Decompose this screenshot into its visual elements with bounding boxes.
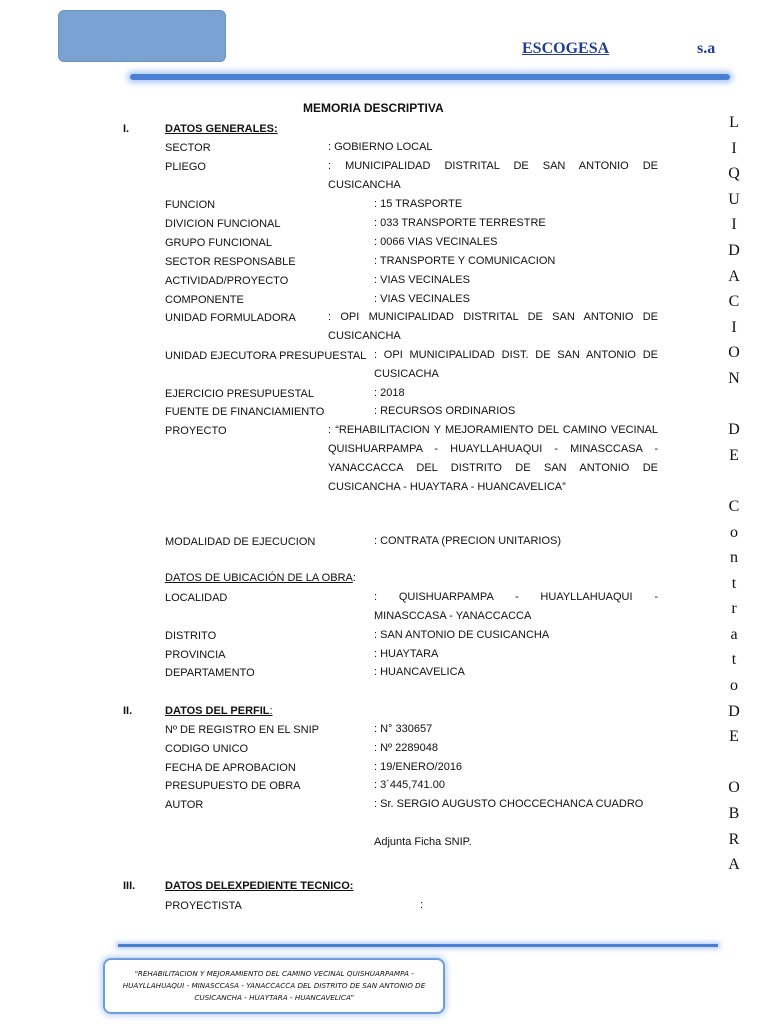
section-number: III. bbox=[123, 880, 136, 892]
field-label: UNIDAD EJECUTORA PRESUPUESTAL bbox=[165, 350, 367, 362]
vertical-title-letter: C bbox=[728, 497, 740, 515]
footer-line: “REHABILITACION Y MEJORAMIENTO DEL CAMINO VECINAL QUISHUARPAMPA - bbox=[134, 969, 414, 978]
section-title bbox=[165, 880, 353, 892]
field-label: GRUPO FUNCIONAL bbox=[165, 237, 272, 249]
vertical-title-letter: C bbox=[728, 293, 740, 311]
footer-line: CUSICANCHA - HUAYTARA - HUANCAVELICA” bbox=[194, 993, 354, 1002]
field-value: : 0066 VIAS VECINALES bbox=[374, 236, 498, 248]
field-label: PROVINCIA bbox=[165, 649, 226, 661]
field-label: PRESUPUESTO DE OBRA bbox=[165, 780, 301, 792]
vertical-title-letter: E bbox=[729, 728, 739, 746]
vertical-title-letter: a bbox=[730, 625, 738, 643]
vertical-title-letter: O bbox=[728, 344, 740, 362]
field-value: : 15 TRASPORTE bbox=[374, 198, 463, 210]
vertical-title-letter: O bbox=[728, 779, 740, 797]
field-label: LOCALIDAD bbox=[165, 592, 228, 604]
field-value: : Sr. SERGIO AUGUSTO CHOCCECHANCA CUADRO bbox=[374, 798, 644, 810]
field-value: : VIAS VECINALES bbox=[374, 274, 470, 286]
section-title-colon: : bbox=[349, 880, 354, 892]
vertical-title-letter: t bbox=[731, 651, 737, 669]
field-value: : SAN ANTONIO DE CUSICANCHA bbox=[374, 629, 550, 641]
vertical-title-letter: D bbox=[728, 702, 740, 720]
vertical-title-letter: D bbox=[728, 241, 740, 259]
field-value: : MUNICIPALIDAD DISTRITAL DE SAN ANTONIO DE CUSICANCHA bbox=[328, 160, 658, 191]
vertical-title-letter: n bbox=[730, 549, 738, 567]
section-title bbox=[165, 123, 278, 135]
vertical-title-letter: t bbox=[731, 574, 737, 592]
field-label: PROYECTO bbox=[165, 425, 227, 437]
vertical-title-letter: r bbox=[731, 600, 737, 618]
field-label: FUENTE DE FINANCIAMIENTO bbox=[165, 406, 325, 418]
vertical-title-letter: I bbox=[731, 216, 737, 234]
vertical-title-letter: I bbox=[731, 139, 737, 157]
field-label: DEPARTAMENTO bbox=[165, 667, 255, 679]
subsection-title-text: DATOS DE UBICACIÓN DE LA OBRA bbox=[165, 572, 353, 584]
field-label: MODALIDAD DE EJECUCION bbox=[165, 536, 316, 548]
vertical-title-letter: N bbox=[728, 369, 740, 387]
field-value: : HUAYTARA bbox=[374, 648, 439, 660]
vertical-title-letter: E bbox=[729, 446, 739, 464]
section-title-text: DATOS DEL PERFIL bbox=[165, 705, 270, 717]
field-value: : VIAS VECINALES bbox=[374, 293, 470, 305]
field-label: PLIEGO bbox=[165, 161, 206, 173]
subsection-title bbox=[165, 572, 356, 584]
vertical-title-letter: D bbox=[728, 421, 740, 439]
field-label: AUTOR bbox=[165, 799, 204, 811]
footer-project-box bbox=[103, 958, 445, 1014]
field-value: : OPI MUNICIPALIDAD DIST. DE SAN ANTONIO DE CUSICACHA bbox=[374, 349, 658, 380]
field-value: : QUISHUARPAMPA - HUAYLLAHUAQUI - MINASCCASA - YANACCACCA bbox=[374, 591, 658, 622]
field-label: EJERCICIO PRESUPUESTAL bbox=[165, 388, 314, 400]
vertical-title-letter: o bbox=[730, 523, 738, 541]
field-value: : bbox=[420, 899, 424, 911]
footer-rule bbox=[118, 944, 718, 947]
field-value: : Nº 2289048 bbox=[374, 742, 438, 754]
section-number: I. bbox=[123, 123, 130, 135]
field-value: : TRANSPORTE Y COMUNICACION bbox=[374, 255, 556, 267]
vertical-title-letter: B bbox=[728, 805, 740, 823]
field-value: : RECURSOS ORDINARIOS bbox=[374, 405, 516, 417]
vertical-title-letter: o bbox=[730, 677, 738, 695]
field-value: : 19/ENERO/2016 bbox=[374, 761, 463, 773]
field-value: : HUANCAVELICA bbox=[374, 666, 465, 678]
company-suffix: s.a bbox=[697, 40, 716, 57]
field-value: : 033 TRANSPORTE TERRESTRE bbox=[374, 217, 546, 229]
field-label: SECTOR RESPONSABLE bbox=[165, 256, 296, 268]
field-label: ACTIVIDAD/PROYECTO bbox=[165, 275, 289, 287]
company-name: ESCOGESA bbox=[522, 40, 610, 57]
vertical-title-letter: A bbox=[728, 267, 740, 285]
subsection-title-colon: : bbox=[352, 572, 356, 584]
field-label: UNIDAD FORMULADORA bbox=[165, 312, 296, 324]
field-note: Adjunta Ficha SNIP. bbox=[374, 836, 472, 848]
vertical-title-letter: L bbox=[729, 114, 739, 131]
field-value: : 2018 bbox=[374, 387, 405, 399]
section-title-text: DATOS DELEXPEDIENTE TECNICO bbox=[165, 880, 350, 892]
field-label: CODIGO UNICO bbox=[165, 743, 249, 755]
section-title bbox=[165, 705, 273, 717]
vertical-title-letter: I bbox=[731, 318, 737, 336]
section-title-colon: : bbox=[269, 705, 273, 717]
field-value: : 3´445,741.00 bbox=[374, 779, 445, 791]
field-value: : N° 330657 bbox=[374, 723, 433, 735]
field-label: SECTOR bbox=[165, 142, 211, 154]
vertical-title-letter: R bbox=[728, 830, 740, 848]
page-title: MEMORIA DESCRIPTIVA bbox=[303, 101, 444, 115]
field-label: FECHA DE APROBACION bbox=[165, 762, 296, 774]
footer-line: HUAYLLAHUAQUI - MINASCCASA - YANACCACCA DEL DISTRITO DE SAN ANTONIO DE bbox=[122, 981, 426, 990]
section-title-colon: : bbox=[274, 123, 278, 135]
vertical-title-letter: A bbox=[728, 856, 740, 874]
field-label: Nº DE REGISTRO EN EL SNIP bbox=[165, 724, 319, 736]
field-value: : CONTRATA (PRECION UNITARIOS) bbox=[374, 535, 562, 547]
field-value: : “REHABILITACION Y MEJORAMIENTO DEL CAMINO VECINAL QUISHUARPAMPA - HUAYLLAHUAQUI - MINASCCASA - YANACCACCA DEL DISTRITO DE SAN ANTONIO DE CUSICANCHA - HUAYTARA - HUANCAVELICA” bbox=[328, 424, 658, 493]
field-label: DISTRITO bbox=[165, 630, 217, 642]
field-label: FUNCION bbox=[165, 199, 216, 211]
field-label: PROYECTISTA bbox=[165, 900, 242, 912]
vertical-title-letter: U bbox=[728, 190, 740, 208]
field-value: : OPI MUNICIPALIDAD DISTRITAL DE SAN ANTONIO DE CUSICANCHA bbox=[328, 311, 658, 342]
section-title-text: DATOS GENERALES bbox=[165, 123, 274, 135]
field-value: : GOBIERNO LOCAL bbox=[328, 141, 433, 153]
vertical-title-letter: Q bbox=[728, 165, 740, 183]
field-label: COMPONENTE bbox=[165, 294, 244, 306]
field-label: DIVICION FUNCIONAL bbox=[165, 218, 281, 230]
section-number: II. bbox=[123, 705, 133, 717]
